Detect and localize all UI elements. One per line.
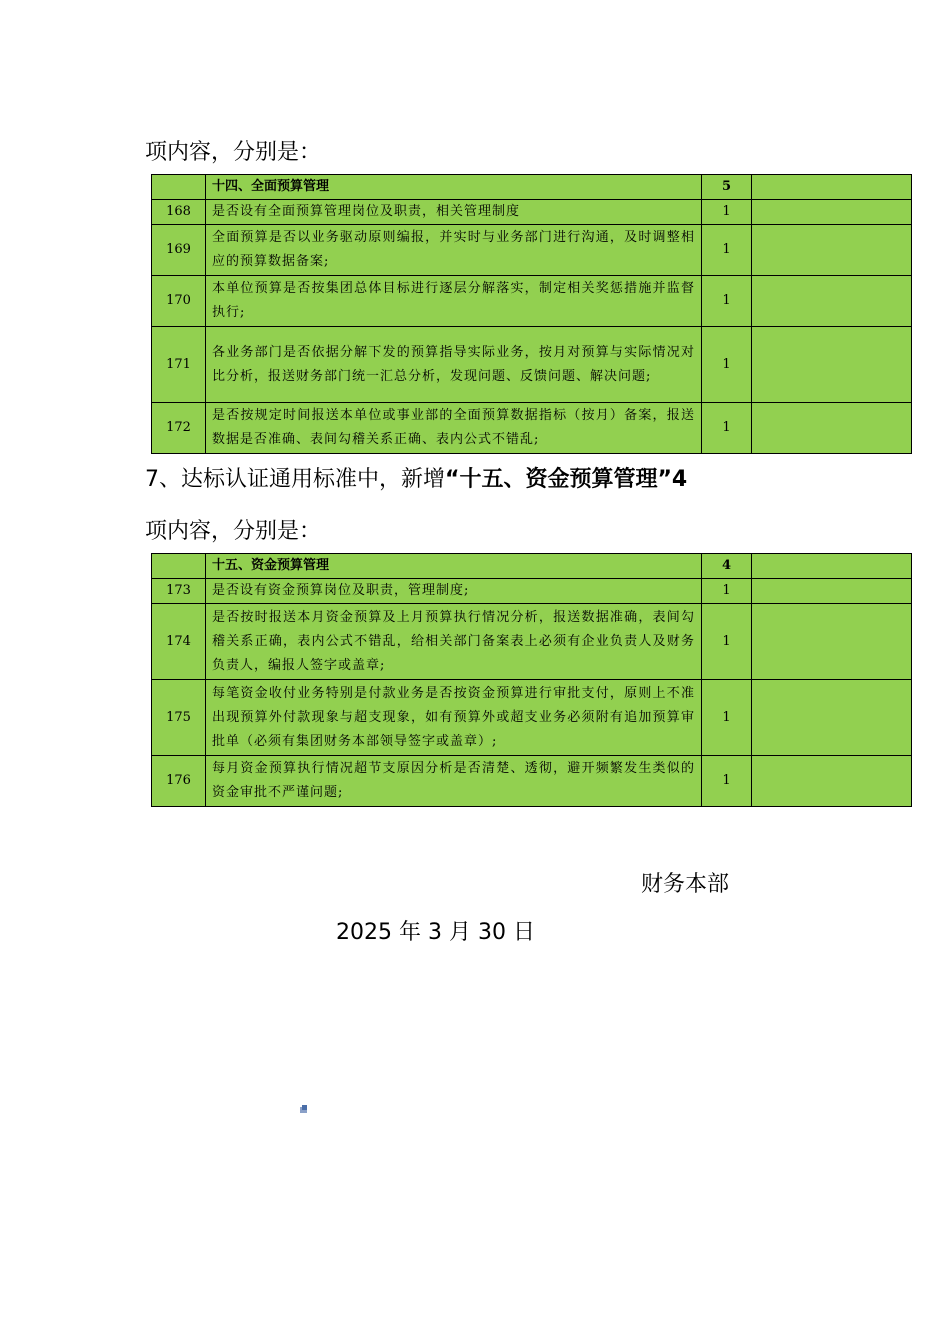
paragraph-bold-title: “十五、资金预算管理”4 (445, 467, 688, 492)
row-score: 1 (702, 756, 752, 807)
intro-line-1: 项内容，分别是： (145, 140, 322, 165)
table-row (152, 225, 912, 276)
row-text: 是否按时报送本月资金预算及上月预算执行情况分析，报送数据准确，表间勾稽关系正确，表内公式不错乱，给相关部门备案表上必须有企业负责人及财务负责人，编报人签字或盖章; (206, 604, 702, 680)
header-title: 十四、全面预算管理 (206, 175, 702, 200)
table-row (152, 604, 912, 680)
table-header-row (152, 554, 912, 579)
table-header-row (152, 175, 912, 200)
row-score: 1 (702, 200, 752, 225)
row-number: 173 (152, 579, 206, 604)
signature-department: 财务本部 (641, 872, 730, 897)
row-number: 168 (152, 200, 206, 225)
table-row (152, 200, 912, 225)
header-title: 十五、资金预算管理 (206, 554, 702, 579)
row-number: 171 (152, 327, 206, 403)
table-row (152, 680, 912, 756)
row-empty-cell (752, 225, 912, 276)
row-number: 172 (152, 403, 206, 454)
row-empty-cell (752, 579, 912, 604)
row-empty-cell (752, 276, 912, 327)
row-score: 1 (702, 680, 752, 756)
row-text: 是否按规定时间报送本单位或事业部的全面预算数据指标（按月）备案，报送数据是否准确、表间勾稽关系正确、表内公式不错乱; (206, 403, 702, 454)
table-row (152, 327, 912, 403)
signature-date: 2025 年 3 月 30 日 (336, 920, 535, 945)
row-text: 每月资金预算执行情况超节支原因分析是否清楚、透彻，避开频繁发生类似的资金审批不严谨问题; (206, 756, 702, 807)
row-number: 176 (152, 756, 206, 807)
header-num-cell (152, 554, 206, 579)
intro-line-2: 项内容，分别是： (145, 519, 322, 544)
row-text: 每笔资金收付业务特别是付款业务是否按资金预算进行审批支付，原则上不准出现预算外付款现象与超支现象，如有预算外或超支业务必须附有追加预算审批单（必须有集团财务本部领导签字或盖章）; (206, 680, 702, 756)
header-empty-cell (752, 175, 912, 200)
embedded-object-icon (299, 1104, 309, 1114)
row-empty-cell (752, 604, 912, 680)
row-text: 本单位预算是否按集团总体目标进行逐层分解落实，制定相关奖惩措施并监督执行; (206, 276, 702, 327)
row-text: 是否设有资金预算岗位及职责，管理制度; (206, 579, 702, 604)
row-number: 175 (152, 680, 206, 756)
table-row (152, 579, 912, 604)
header-num-cell (152, 175, 206, 200)
row-score: 1 (702, 604, 752, 680)
header-score: 5 (702, 175, 752, 200)
row-number: 174 (152, 604, 206, 680)
row-score: 1 (702, 403, 752, 454)
row-score: 1 (702, 225, 752, 276)
row-score: 1 (702, 327, 752, 403)
table-budget-management (151, 174, 912, 454)
row-score: 1 (702, 276, 752, 327)
table-fund-budget-management (151, 553, 912, 807)
row-score: 1 (702, 579, 752, 604)
row-empty-cell (752, 200, 912, 225)
row-empty-cell (752, 680, 912, 756)
row-text: 全面预算是否以业务驱动原则编报，并实时与业务部门进行沟通，及时调整相应的预算数据备案; (206, 225, 702, 276)
header-score: 4 (702, 554, 752, 579)
row-empty-cell (752, 327, 912, 403)
row-number: 170 (152, 276, 206, 327)
row-empty-cell (752, 756, 912, 807)
table-row (152, 756, 912, 807)
row-text: 各业务部门是否依据分解下发的预算指导实际业务，按月对预算与实际情况对比分析，报送财务部门统一汇总分析，发现问题、反馈问题、解决问题; (206, 327, 702, 403)
header-empty-cell (752, 554, 912, 579)
row-number: 169 (152, 225, 206, 276)
table-row (152, 403, 912, 454)
table-row (152, 276, 912, 327)
row-empty-cell (752, 403, 912, 454)
paragraph-new-standard (145, 465, 687, 495)
paragraph-prefix: 7、达标认证通用标准中，新增 (145, 467, 445, 492)
row-text: 是否设有全面预算管理岗位及职责，相关管理制度 (206, 200, 702, 225)
